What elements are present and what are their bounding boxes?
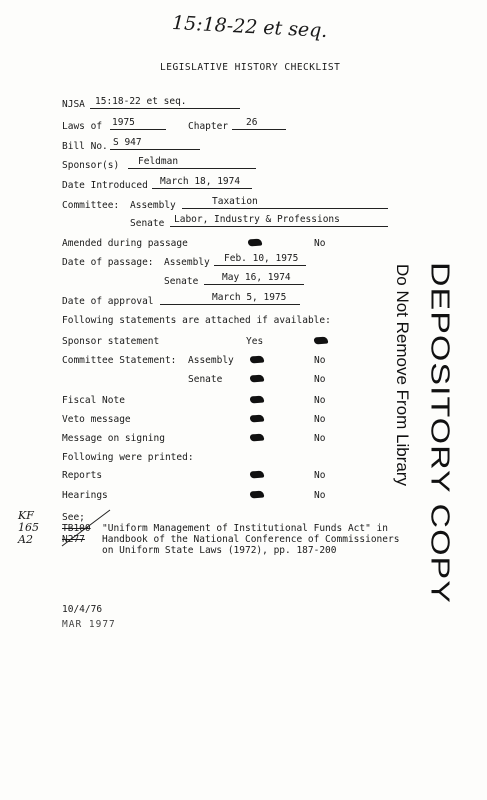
committee-senate-no: No [314, 374, 326, 385]
call-line-3: A2 [18, 533, 33, 546]
sponsor-value: Feldman [138, 156, 179, 167]
committee-statement-assembly: Assembly [188, 355, 234, 366]
redaction-mark [250, 415, 264, 423]
passage-label: Date of passage: [62, 257, 154, 268]
see-line-3: on Uniform State Laws (1972), pp. 187-200 [102, 545, 337, 556]
chapter-line [232, 118, 286, 130]
chapter-label: Chapter [188, 121, 229, 132]
see-line-1: "Uniform Management of Institutional Funds Act" in [102, 523, 388, 534]
bill-label: Bill No. [62, 141, 108, 152]
page-title: LEGISLATIVE HISTORY CHECKLIST [160, 62, 341, 73]
hearings-no: No [314, 490, 326, 501]
veto-message-label: Veto message [62, 414, 131, 425]
redaction-mark [250, 434, 264, 442]
sponsor-statement-yes: Yes [246, 336, 264, 347]
see-line-2: Handbook of the National Conference of Commissioners [102, 534, 400, 545]
passage-senate-value: May 16, 1974 [222, 272, 291, 283]
njsa-label: NJSA [62, 99, 85, 110]
handwritten-call-number [18, 510, 39, 546]
passage-senate-label: Senate [164, 276, 199, 287]
see-label: See; [62, 512, 85, 523]
redaction-mark [250, 396, 264, 404]
approval-value: March 5, 1975 [212, 292, 287, 303]
introduced-value: March 18, 1974 [160, 176, 241, 187]
redaction-mark [250, 471, 264, 479]
committee-label: Committee: [62, 200, 120, 211]
introduced-label: Date Introduced [62, 180, 148, 191]
footer-date: 10/4/76 [62, 604, 103, 615]
bill-value: S 947 [113, 137, 142, 148]
attached-heading: Following statements are attached if available: [62, 315, 331, 326]
call-n: N277 [62, 534, 85, 545]
senate-committee-value: Labor, Industry & Professions [174, 214, 340, 225]
passage-assembly-value: Feb. 10, 1975 [224, 253, 299, 264]
call-line-2: 165 [18, 521, 39, 534]
laws-value: 1975 [112, 117, 135, 128]
committee-assembly-no: No [314, 355, 326, 366]
redaction-mark [250, 375, 264, 383]
veto-message-no: No [314, 414, 326, 425]
printed-heading: Following were printed: [62, 452, 194, 463]
hearings-label: Hearings [62, 490, 108, 501]
call-line-1: KF [18, 509, 34, 522]
stamp-line-2: Do Not Remove From Library [393, 264, 412, 487]
amended-label: Amended during passage [62, 238, 188, 249]
committee-statement-senate: Senate [188, 374, 223, 385]
redaction-mark [248, 239, 262, 247]
njsa-value: 15:18-22 et seq. [95, 96, 187, 107]
assembly-committee-value: Taxation [212, 196, 258, 207]
signing-message-no: No [314, 433, 326, 444]
call-tb: TB100 [62, 523, 91, 534]
stamp-line-1: DEPOSITORY COPY [425, 262, 454, 604]
redaction-mark [250, 491, 264, 499]
redaction-mark [250, 356, 264, 364]
fiscal-note-label: Fiscal Note [62, 395, 125, 406]
passage-assembly-label: Assembly [164, 257, 210, 268]
sponsor-label: Sponsor(s) [62, 160, 120, 171]
depository-stamp [388, 262, 458, 604]
signing-message-label: Message on signing [62, 433, 165, 444]
received-stamp-date: MAR 1977 [62, 619, 116, 630]
committee-senate-label: Senate [130, 218, 165, 229]
redaction-mark [314, 337, 328, 345]
sponsor-statement-label: Sponsor statement [62, 336, 160, 347]
reports-no: No [314, 470, 326, 481]
chapter-value: 26 [246, 117, 258, 128]
committee-statement-label: Committee Statement: [62, 355, 177, 366]
amended-no: No [314, 238, 326, 249]
laws-label: Laws of [62, 121, 103, 132]
handwritten-title: 15:18-22 et seq. [171, 11, 328, 43]
fiscal-note-no: No [314, 395, 326, 406]
reports-label: Reports [62, 470, 103, 481]
approval-label: Date of approval [62, 296, 154, 307]
committee-assembly-label: Assembly [130, 200, 176, 211]
